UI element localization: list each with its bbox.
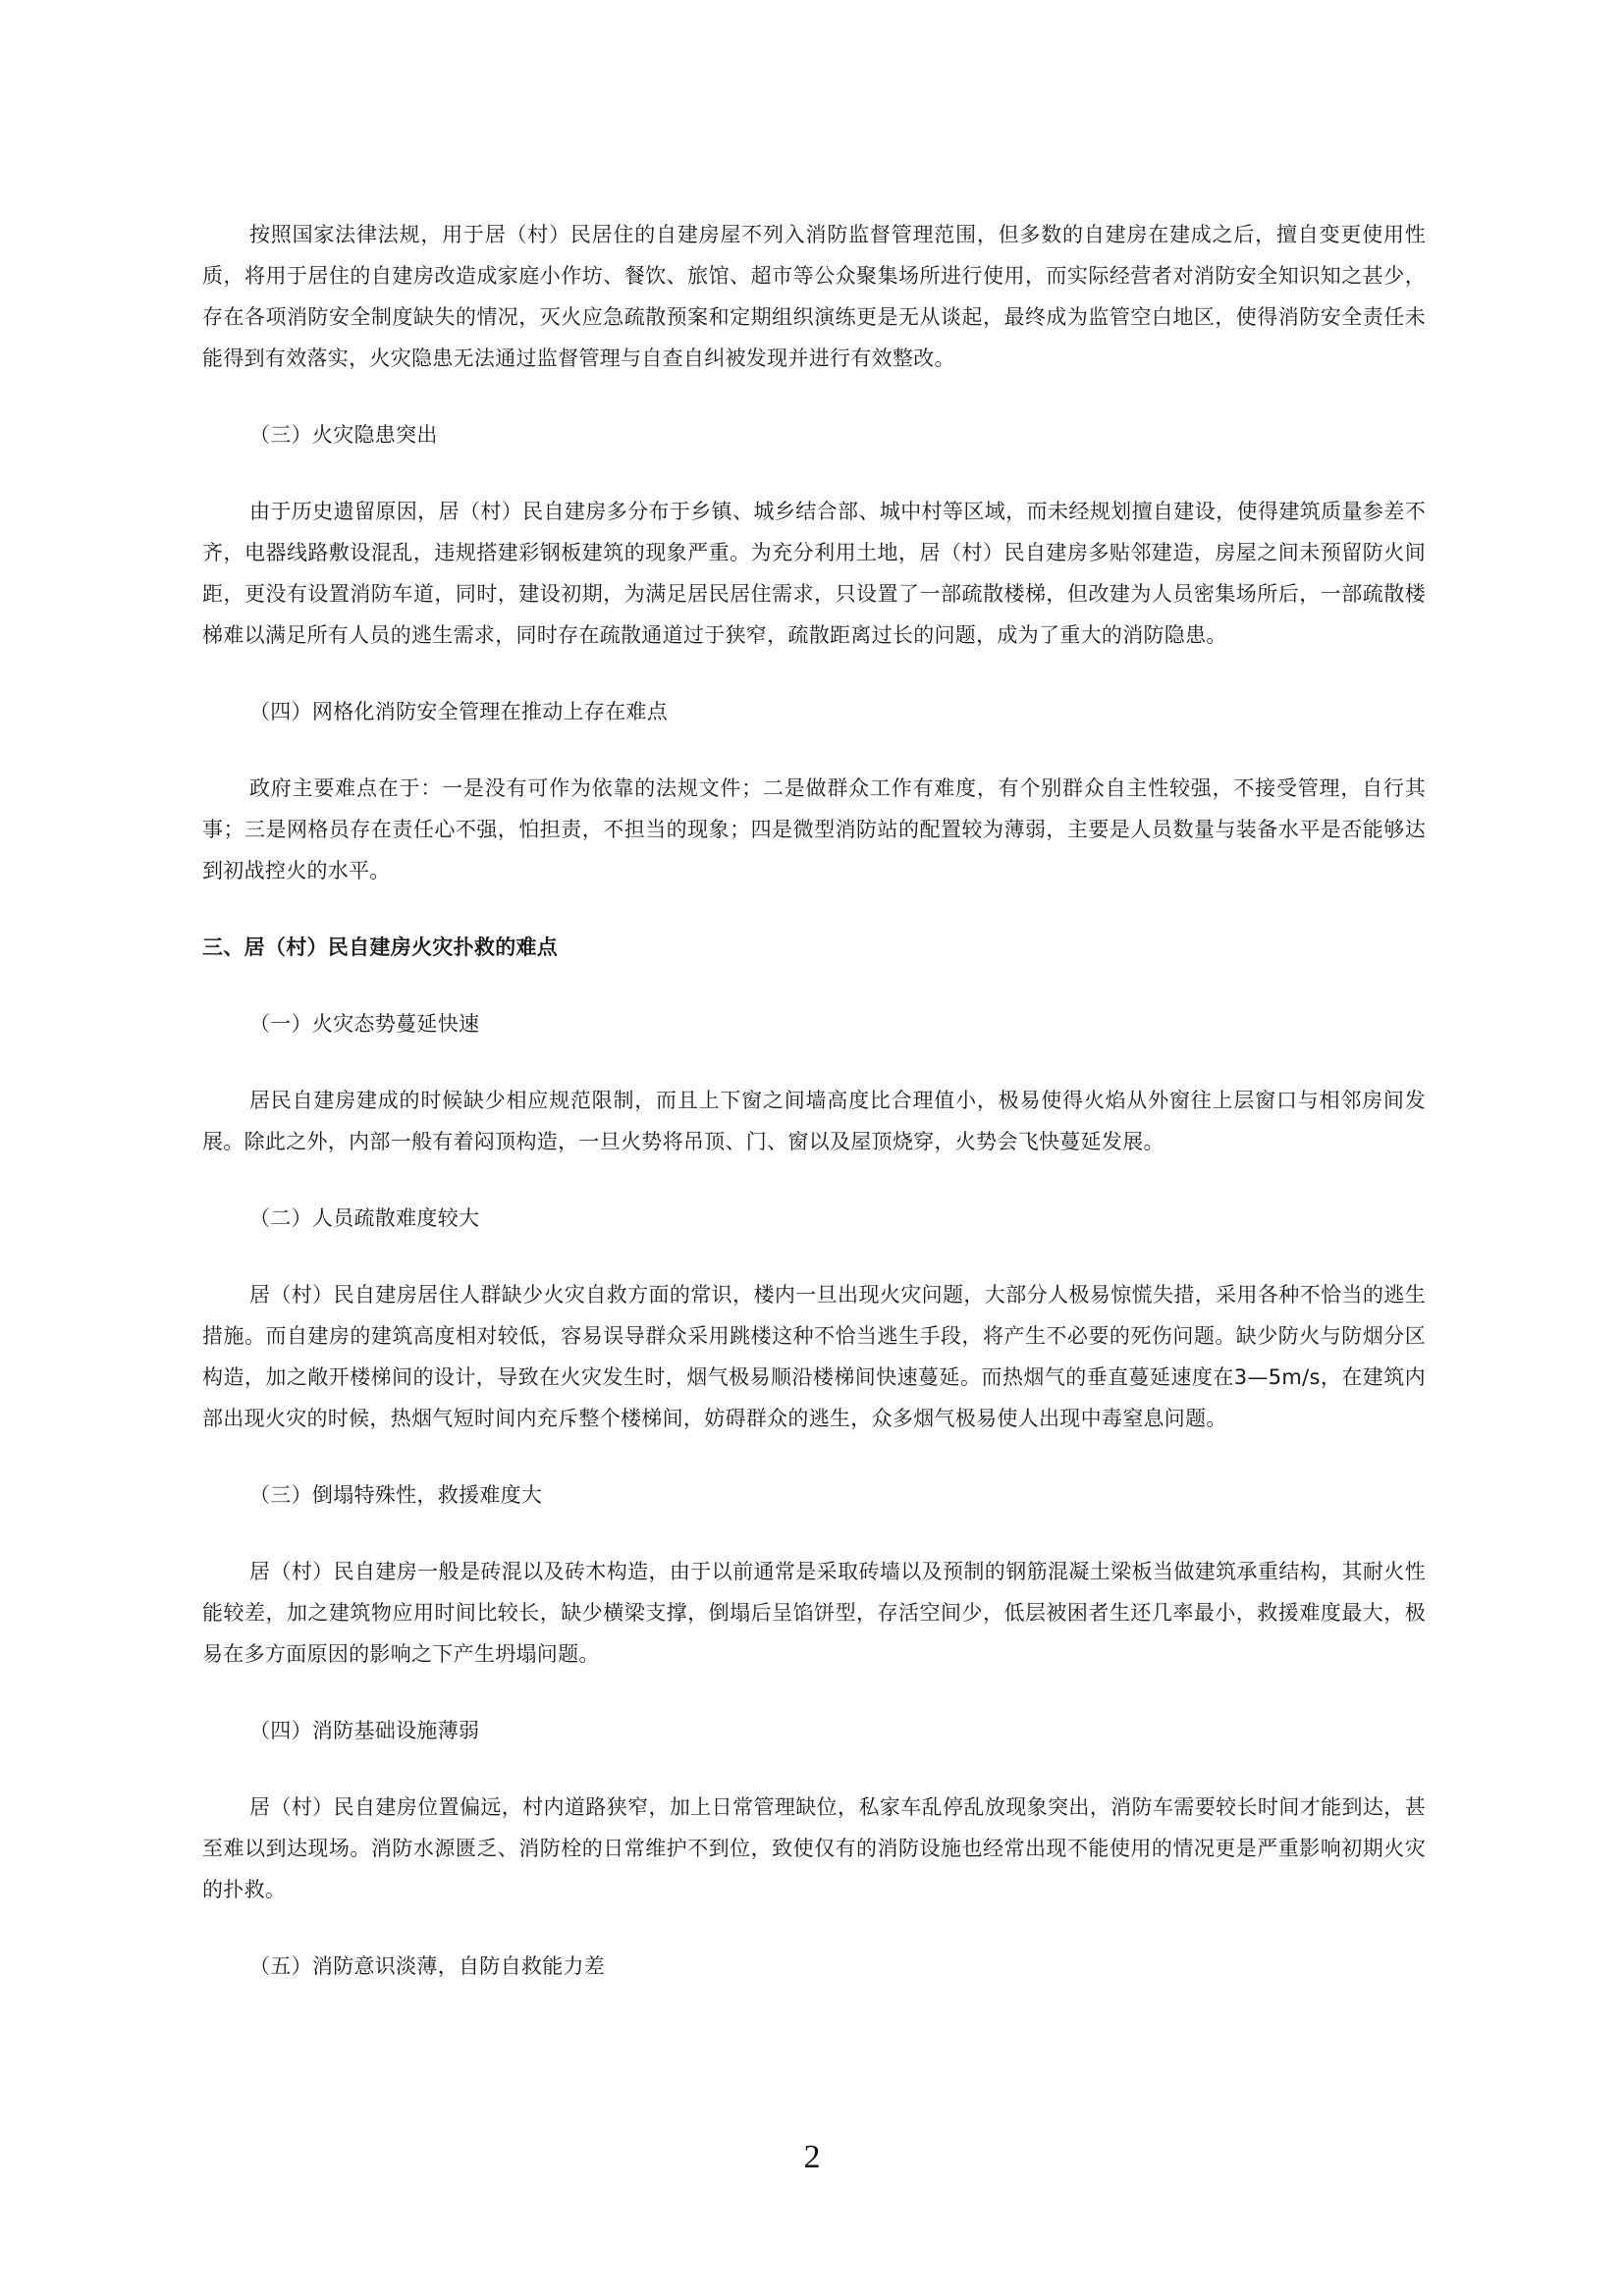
document-body — [202, 214, 1426, 2022]
paragraph: 居（村）民自建房居住人群缺少火灾自救方面的常识，楼内一旦出现火灾问题，大部分人极易惊慌失措，采用各种不恰当的逃生措施。而自建房的建筑高度相对较低，容易误导群众采用跳楼这种不恰当逃生手段，将产生不必要的死伤问题。缺少防火与防烟分区构造，加之敞开楼梯间的设计，导致在火灾发生时，烟气极易顺沿楼梯间快速蔓延。而热烟气的垂直蔓延速度在3—5m/s，在建筑内部出现火灾的时候，热烟气短时间内充斥整个楼梯间，妨碍群众的逃生，众多烟气极易使人出现中毒窒息问题。 — [202, 1283, 1426, 1430]
paragraph: 居（村）民自建房位置偏远，村内道路狭窄，加上日常管理缺位，私家车乱停乱放现象突出，消防车需要较长时间才能到达，甚至难以到达现场。消防水源匮乏、消防栓的日常维护不到位，致使仅有的消防设施也经常出现不能使用的情况更是严重影响初期火灾的扑救。 — [202, 1795, 1426, 1901]
page-number: 2 — [803, 2139, 821, 2175]
paragraph: 政府主要难点在于：一是没有可作为依靠的法规文件；二是做群众工作有难度，有个别群众自主性较强，不接受管理，自行其事；三是网格员存在责任心不强，怕担责，不担当的现象；四是微型消防站的配置较为薄弱，主要是人员数量与装备水平是否能够达到初战控火的水平。 — [202, 776, 1426, 882]
subheading-infrastructure: （四）消防基础设施薄弱 — [249, 1719, 480, 1742]
subheading-fire-hazards: （三）火灾隐患突出 — [249, 423, 438, 447]
subheading-evacuation: （二）人员疏散难度较大 — [249, 1206, 480, 1230]
paragraph: 居民自建房建成的时候缺少相应规范限制，而且上下窗之间墙高度比合理值小，极易使得火焰从外窗往上层窗口与相邻房间发展。除此之外，内部一般有着闷顶构造，一旦火势将吊顶、门、窗以及屋顶烧穿，火势会飞快蔓延发展。 — [202, 1089, 1426, 1153]
paragraph: 按照国家法律法规，用于居（村）民居住的自建房屋不列入消防监督管理范围，但多数的自建房在建成之后，擅自变更使用性质，将用于居住的自建房改造成家庭小作坊、餐饮、旅馆、超市等公众聚集场所进行使用，而实际经营者对消防安全知识知之甚少，存在各项消防安全制度缺失的情况，灭火应急疏散预案和定期组织演练更是无从谈起，最终成为监管空白地区，使得消防安全责任未能得到有效落实，火灾隐患无法通过监督管理与自查自纠被发现并进行有效整改。 — [202, 223, 1426, 370]
subheading-awareness: （五）消防意识淡薄，自防自救能力差 — [249, 1954, 606, 1978]
section-heading-firefighting-difficulties: 三、居（村）民自建房火灾扑救的难点 — [202, 935, 559, 959]
paragraph: 居（村）民自建房一般是砖混以及砖木构造，由于以前通常是采取砖墙以及预制的钢筋混凝土梁板当做建筑承重结构，其耐火性能较差，加之建筑物应用时间比较长，缺少横梁支撑，倒塌后呈馅饼型，存活空间少，低层被困者生还几率最小，救援难度最大，极易在多方面原因的影响之下产生坍塌问题。 — [202, 1560, 1426, 1666]
subheading-grid-management: （四）网格化消防安全管理在推动上存在难点 — [249, 700, 668, 723]
subheading-fire-spread: （一）火灾态势蔓延快速 — [249, 1012, 480, 1036]
subheading-collapse: （三）倒塌特殊性，救援难度大 — [249, 1483, 543, 1507]
paragraph: 由于历史遗留原因，居（村）民自建房多分布于乡镇、城乡结合部、城中村等区域，而未经规划擅自建设，使得建筑质量参差不齐，电器线路敷设混乱，违规搭建彩钢板建筑的现象严重。为充分利用土地，居（村）民自建房多贴邻建造，房屋之间未预留防火间距，更没有设置消防车道，同时，建设初期，为满足居民居住需求，只设置了一部疏散楼梯，但改建为人员密集场所后，一部疏散楼梯难以满足所有人员的逃生需求，同时存在疏散通道过于狭窄，疏散距离过长的问题，成为了重大的消防隐患。 — [202, 500, 1426, 647]
